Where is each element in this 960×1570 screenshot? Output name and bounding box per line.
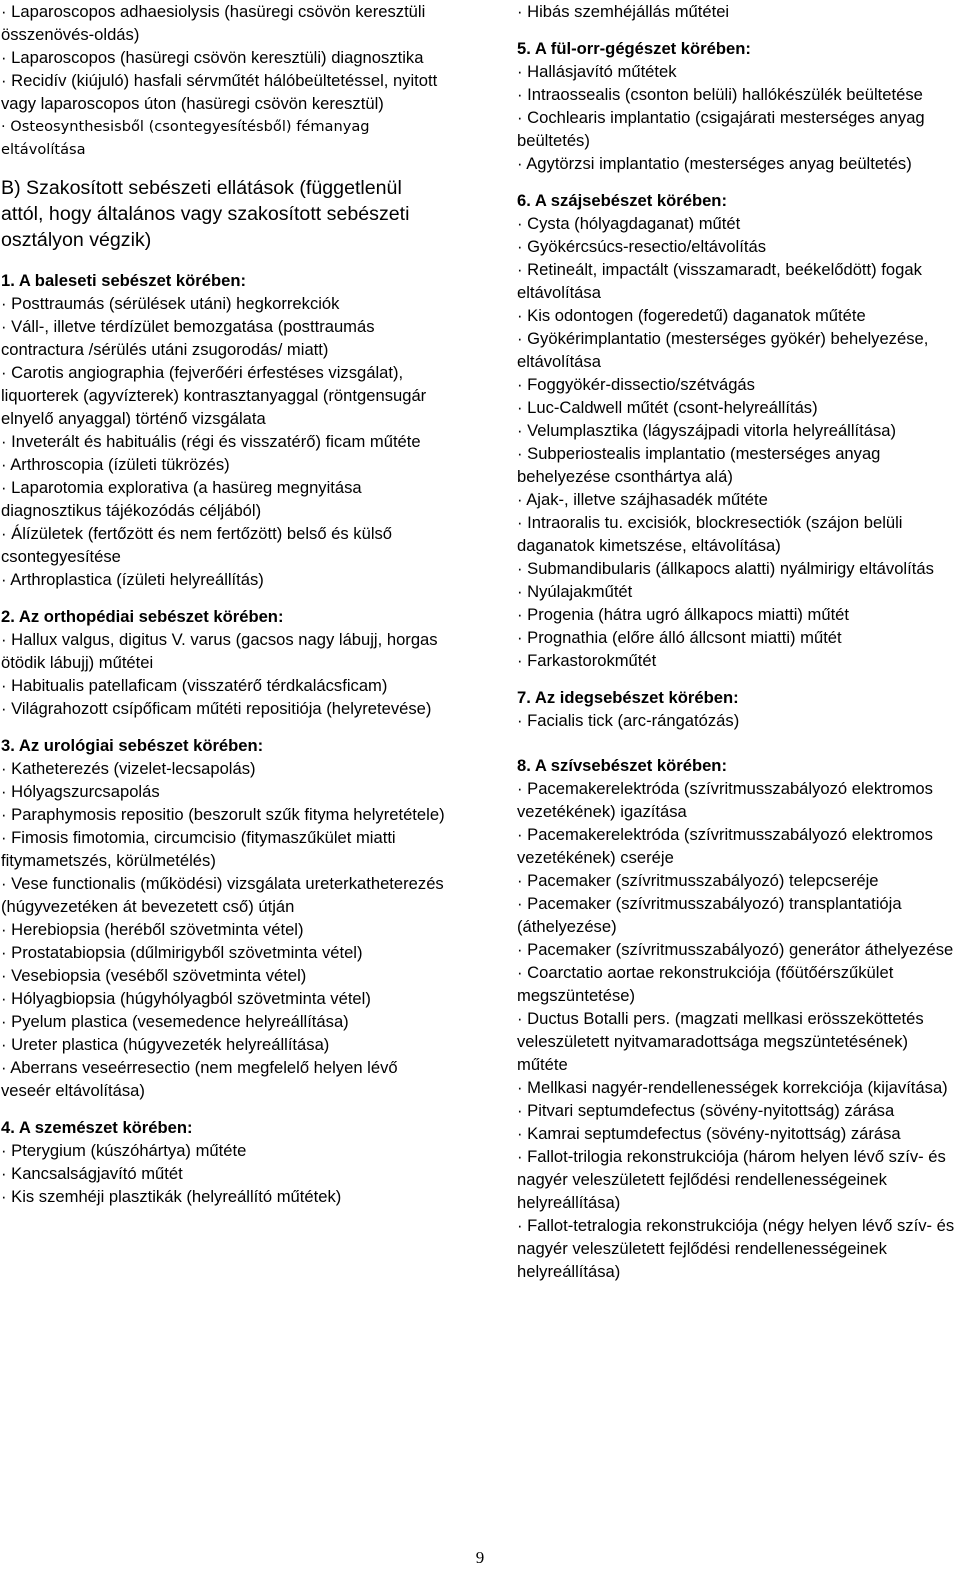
section-szajsebeszet — [517, 189, 959, 672]
section-orthopediai — [1, 605, 446, 720]
page-number: 9 — [475, 1548, 485, 1567]
list-item: · Recidív (kiújuló) hasfali sérvműtét hálóbeültetéssel, nyitott vagy laparoscopos úton (hasüregi csövön keresztül) — [1, 71, 438, 113]
list-item: · Posttraumás (sérülések utáni) hegkorrekciók — [1, 294, 340, 313]
list-item: · Pyelum plastica (vesemedence helyreállítása) — [1, 1012, 349, 1031]
list-item: · Pacemaker (szívritmusszabályozó) generátor áthelyezése — [517, 940, 954, 959]
list-item: · Intraoralis tu. excisiók, blockresectiók (szájon belüli daganatok kimetszése, eltávolítása) — [517, 513, 903, 555]
spacer — [1, 591, 446, 605]
list-item: · Carotis angiographia (fejverőéri érfestéses vizsgálat), liquorterek (agyvízterek) kontrasztanyaggal (röntgensugár elnyelő anyaggal) történő vizsgálata — [1, 363, 427, 428]
section-szemeszet — [1, 1116, 446, 1208]
list-item: · Retineált, impactált (visszamaradt, beékelődött) fogak eltávolítása — [517, 260, 922, 302]
list-item: · Kis odontogen (fogeredetű) daganatok műtéte — [517, 306, 866, 325]
list-item: · Hólyagbiopsia (húgyhólyagból szövetminta vétel) — [1, 989, 371, 1008]
list-item: · Prostatabiopsia (dűlmirigyből szövetminta vétel) — [1, 943, 363, 962]
list-item: · Cysta (hólyagdaganat) műtét — [517, 214, 741, 233]
section-idegsebeszet — [517, 686, 959, 732]
list-item: · Laparoscopos (hasüregi csövön keresztüli) diagnosztika — [1, 48, 424, 67]
spacer — [1, 253, 446, 267]
list-item: · Arthroplastica (ízületi helyreállítás) — [1, 570, 264, 589]
list-item: · Herebiopsia (heréből szövetminta vétel) — [1, 920, 304, 939]
section-heading: 4. A szemészet körében: — [1, 1118, 193, 1137]
list-item: · Pacemaker (szívritmusszabályozó) transplantatiója (áthelyezése) — [517, 894, 902, 936]
list-item: · Pitvari septumdefectus (sövény-nyitottság) zárása — [517, 1101, 895, 1120]
section-baleseti — [1, 269, 446, 591]
section-heading: 3. Az urológiai sebészet körében: — [1, 736, 264, 755]
list-item: · Ureter plastica (húgyvezeték helyreállítása) — [1, 1035, 330, 1054]
list-item: · Aberrans veseérresectio (nem megfelelő helyen lévő veseér eltávolítása) — [1, 1058, 398, 1100]
list-item: · Fallot-trilogia rekonstrukciója (három helyen lévő szív- és nagyér veleszületett fejlődési rendellenességeinek helyreállítása) — [517, 1147, 946, 1212]
section-ful-orr-gegeszet — [517, 37, 959, 175]
right-column — [517, 0, 959, 1283]
list-item: · Progenia (hátra ugró állkapocs miatti) műtét — [517, 605, 850, 624]
list-item: · Submandibularis (állkapocs alatti) nyálmirigy eltávolítás — [517, 559, 934, 578]
list-item: · Fallot-tetralogia rekonstrukciója (négy helyen lévő szív- és nagyér veleszületett fejlődési rendellenességeinek helyreállítása) — [517, 1216, 955, 1281]
list-item: · Pacemakerelektróda (szívritmusszabályozó elektromos vezetékének) igazítása — [517, 779, 933, 821]
spacer — [517, 732, 959, 754]
spacer — [1, 161, 446, 175]
list-item: · Coarctatio aortae rekonstrukciója (főütőérszűkület megszüntetése) — [517, 963, 894, 1005]
list-item: · Luc-Caldwell műtét (csont-helyreállítás) — [517, 398, 818, 417]
list-item: · Pacemaker (szívritmusszabályozó) telepcseréje — [517, 871, 879, 890]
list-item: · Ajak-, illetve szájhasadék műtéte — [517, 490, 768, 509]
list-item: · Nyúlajakműtét — [517, 582, 633, 601]
list-item: · Vese functionalis (működési) vizsgálata ureterkatheterezés (húgyvezetéken át bevezetett cső) útján — [1, 874, 444, 916]
list-item: · Kis szemhéji plasztikák (helyreállító műtétek) — [1, 1187, 342, 1206]
list-item: · Hólyagszurcsapolás — [1, 782, 160, 801]
list-item: · Pacemakerelektróda (szívritmusszabályozó elektromos vezetékének) cseréje — [517, 825, 933, 867]
list-item: · Hallux valgus, digitus V. varus (gacsos nagy lábujj, horgas ötödik lábujj) műtétei — [1, 630, 438, 672]
section-b-heading: B) Szakosított sebészeti ellátások (függetlenül attól, hogy általános vagy szakosított sebészeti osztályon végzik) — [1, 177, 410, 251]
section-heading: 6. A szájsebészet körében: — [517, 191, 727, 210]
list-item: · Kamrai septumdefectus (sövény-nyitottság) zárása — [517, 1124, 901, 1143]
list-item: · Laparotomia explorativa (a hasüreg megnyitása diagnosztikus tájékozódás céljából) — [1, 478, 362, 520]
section-heading: 2. Az orthopédiai sebészet körében: — [1, 607, 284, 626]
list-item: · Laparoscopos adhaesiolysis (hasüregi csövön keresztüli összenövés-oldás) — [1, 2, 426, 44]
section-heading: 7. Az idegsebészet körében: — [517, 688, 739, 707]
spacer — [517, 175, 959, 189]
list-item: · Subperiostealis implantatio (mesterséges anyag behelyezése csonthártya alá) — [517, 444, 881, 486]
section-heading: 8. A szívsebészet körében: — [517, 756, 727, 775]
list-item: · Cochlearis implantatio (csigajárati mesterséges anyag beültetés) — [517, 108, 925, 150]
list-item: · Agytörzsi implantatio (mesterséges anyag beültetés) — [517, 154, 912, 173]
list-item: · Váll-, illetve térdízület bemozgatása (posttraumás contractura /sérülés utáni zsugorodás/ miatt) — [1, 317, 375, 359]
list-item: · Farkastorokműtét — [517, 651, 657, 670]
list-item: · Kancsalságjavító műtét — [1, 1164, 183, 1183]
list-item: · Foggyökér-dissectio/szétvágás — [517, 375, 755, 394]
spacer — [1, 1102, 446, 1116]
spacer — [1, 720, 446, 734]
list-item: · Katheterezés (vizelet-lecsapolás) — [1, 759, 256, 778]
list-item: · Gyökérimplantatio (mesterséges gyökér) behelyezése, eltávolítása — [517, 329, 929, 371]
list-item: · Ductus Botalli pers. (magzati mellkasi erösszeköttetés veleszületett nyitvamaradottsága megszüntetésének) műtéte — [517, 1009, 924, 1074]
section-urologiai — [1, 734, 446, 1102]
left-column — [1, 0, 446, 1208]
list-item: · Intraossealis (csonton belüli) hallókészülék beültetése — [517, 85, 923, 104]
list-item: · Mellkasi nagyér-rendellenességek korrekciója (kijavítása) — [517, 1078, 948, 1097]
list-item: · Prognathia (előre álló állcsont miatti) műtét — [517, 628, 842, 647]
list-item: · Fimosis fimotomia, circumcisio (fitymaszűkület miatti fitymametszés, körülmetélés) — [1, 828, 396, 870]
list-item: · Álízületek (fertőzött és nem fertőzött) belső és külső csontegyesítése — [1, 524, 393, 566]
list-item: · Paraphymosis repositio (beszorult szűk fityma helyretétele) — [1, 805, 445, 824]
list-item: · Habitualis patellaficam (visszatérő térdkalácsficam) — [1, 676, 388, 695]
list-item: · Velumplasztika (lágyszájpadi vitorla helyreállítása) — [517, 421, 897, 440]
section-heading: 5. A fül-orr-gégészet körében: — [517, 39, 751, 58]
list-item: · Vesebiopsia (veséből szövetminta vétel) — [1, 966, 307, 985]
section-heading: 1. A baleseti sebészet körében: — [1, 271, 247, 290]
list-item: · Világrahozott csípőficam műtéti repositiója (helyretevése) — [1, 699, 432, 718]
list-item: · Hallásjavító műtétek — [517, 62, 677, 81]
list-item: · Arthroscopia (ízületi tükrözés) — [1, 455, 230, 474]
list-item: · Osteosynthesisből (csontegyesítésből) fémanyag eltávolítása — [1, 118, 370, 158]
list-item: · Hibás szemhéjállás műtétei — [517, 2, 730, 21]
list-item: · Facialis tick (arc-rángatózás) — [517, 711, 740, 730]
section-szivsebeszet — [517, 754, 959, 1283]
spacer — [517, 23, 959, 37]
list-item: · Inveterált és habituális (régi és visszatérő) ficam műtéte — [1, 432, 421, 451]
list-item: · Pterygium (kúszóhártya) műtéte — [1, 1141, 247, 1160]
list-item: · Gyökércsúcs-resectio/eltávolítás — [517, 237, 766, 256]
spacer — [517, 672, 959, 686]
